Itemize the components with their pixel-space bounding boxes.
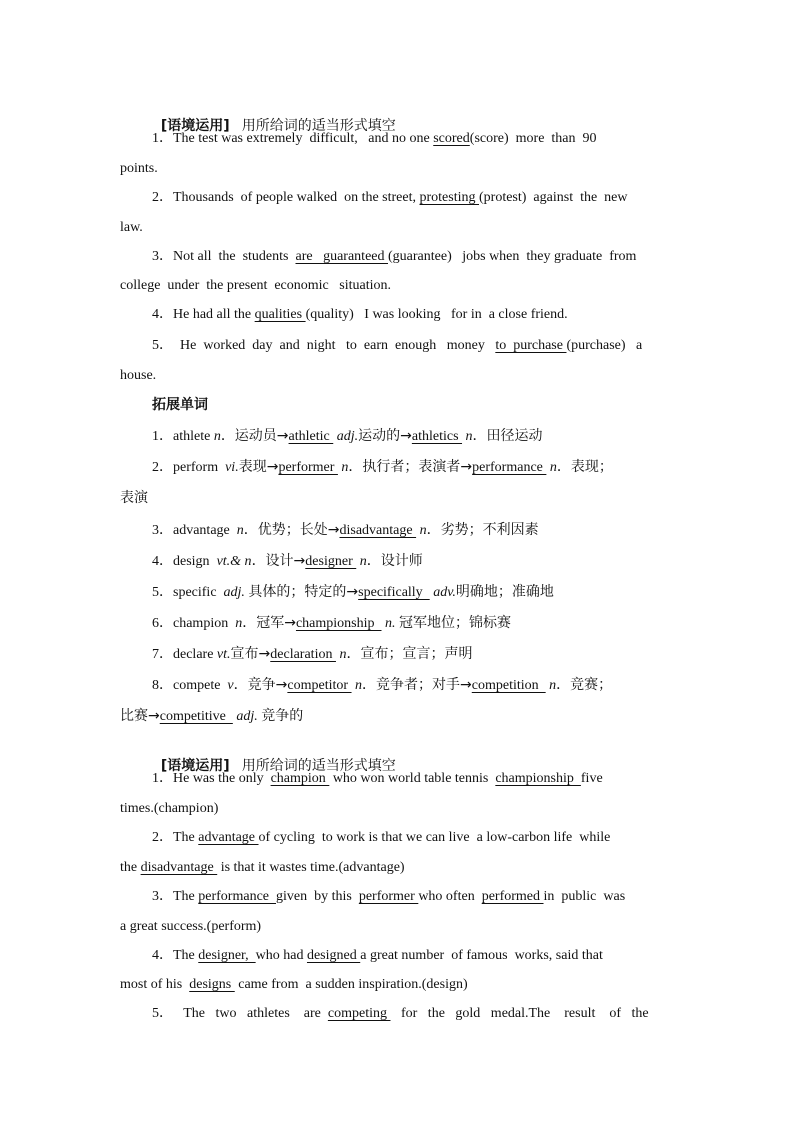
- text: (quality) I was looking for in a close friend.: [305, 307, 568, 322]
- answer-blank: performance: [198, 889, 276, 904]
- pos-tag: vi.: [225, 460, 239, 475]
- gloss: 运动的→: [358, 428, 412, 444]
- text: came from a sudden inspiration.(design): [234, 977, 468, 992]
- derived-word: specifically: [358, 585, 430, 600]
- gloss: 宣布→: [230, 646, 271, 662]
- exercise-b2-line: [152, 829, 610, 847]
- pos-tag: n: [339, 647, 347, 662]
- text: five: [580, 771, 603, 786]
- pos-tag: n.: [385, 616, 396, 631]
- answer-blank: performer: [358, 889, 419, 904]
- word-family-2: [152, 458, 613, 477]
- item-number: 6．: [152, 616, 173, 631]
- text: is that it wastes time.(advantage): [217, 860, 405, 875]
- item-number: 7．: [152, 647, 173, 662]
- base-word: champion: [173, 616, 229, 631]
- text: 3．Not all the students: [152, 249, 296, 264]
- gloss: ．设计→: [251, 553, 306, 569]
- exercise-2-cont: law.: [120, 220, 143, 235]
- pos-tag: n: [236, 523, 244, 538]
- answer-blank: qualities: [254, 307, 306, 322]
- text: a great number of famous works, said that: [360, 948, 603, 963]
- answer-blank: to purchase: [495, 338, 567, 353]
- answer-blank: competing: [327, 1006, 391, 1021]
- pos-tag: v: [227, 678, 234, 693]
- derived-word: performer: [278, 460, 338, 475]
- derived-word: designer: [305, 554, 357, 569]
- text: most of his: [120, 977, 190, 992]
- pos-tag: n: [213, 429, 221, 444]
- answer-blank: designs: [189, 977, 235, 992]
- exercise-b4-cont: [120, 976, 468, 994]
- pos-tag: adj.: [223, 585, 245, 600]
- gloss: ．表现；: [556, 459, 613, 475]
- gloss: 具体的；特定的→: [248, 584, 359, 600]
- answer-blank: championship: [495, 771, 581, 786]
- gloss: 比赛→: [120, 708, 160, 724]
- word-family-8-cont: [120, 707, 303, 726]
- pos-tag: n: [355, 678, 363, 693]
- text: the: [120, 860, 141, 875]
- text: 2．Thousands of people walked on the street,: [152, 190, 420, 205]
- answer-blank: scored: [433, 131, 470, 146]
- gloss: 竞争的: [261, 708, 304, 724]
- text: 2．The: [152, 830, 199, 845]
- text: (guarantee) jobs when they graduate from: [388, 249, 637, 264]
- gloss: 冠军地位；锦标赛: [399, 615, 511, 631]
- exercise-b1-line: [152, 770, 603, 788]
- gloss: ．劣势；不利因素: [426, 522, 539, 538]
- text: who had: [255, 948, 307, 963]
- exercise-3-cont: college under the present economic situation.: [120, 278, 391, 293]
- pos-tag: adv.: [433, 585, 456, 600]
- text: who won world table tennis: [329, 771, 496, 786]
- section-heading-word-expansion: 拓展单词: [152, 397, 208, 413]
- pos-tag: vt.& n: [216, 554, 252, 569]
- gloss: 表现→: [238, 459, 279, 475]
- word-family-8: [152, 676, 612, 695]
- item-number: 2．: [152, 460, 173, 475]
- base-word: athlete: [173, 429, 211, 444]
- item-number: 1．: [152, 429, 173, 444]
- text: 1．The test was extremely difficult, and no one: [152, 131, 434, 146]
- item-number: 8．: [152, 678, 173, 693]
- word-family-3: [152, 521, 539, 540]
- text: 4．He had all the: [152, 307, 255, 322]
- exercise-5-cont: house.: [120, 368, 157, 383]
- exercise-3-line: [152, 248, 636, 266]
- answer-blank: are guaranteed: [295, 249, 388, 264]
- derived-word: performance: [472, 460, 547, 475]
- gloss: ．竞争者；对手→: [362, 677, 472, 693]
- pos-tag: n: [549, 460, 557, 475]
- word-family-6: [152, 614, 511, 633]
- gloss: ．优势；长处→: [243, 522, 340, 538]
- pos-tag: n: [465, 429, 473, 444]
- item-number: 3．: [152, 523, 173, 538]
- derived-word: declaration: [270, 647, 336, 662]
- exercise-b3-line: [152, 888, 625, 906]
- derived-word: competition: [471, 678, 546, 693]
- exercise-b2-cont: [120, 859, 405, 877]
- text: 1．He was the only: [152, 771, 271, 786]
- base-word: declare: [173, 647, 214, 662]
- text: (protest) against the new: [479, 190, 628, 205]
- base-word: specific: [173, 585, 217, 600]
- derived-word: championship: [295, 616, 382, 631]
- gloss: ．运动员→: [220, 428, 289, 444]
- word-family-1: [152, 427, 543, 446]
- gloss: ．竞赛；: [556, 677, 613, 693]
- text: of cycling to work is that we can live a low-carbon life while: [258, 830, 611, 845]
- exercise-1-cont: points.: [120, 161, 158, 176]
- word-family-2-cont: 表演: [120, 490, 148, 506]
- answer-blank: protesting: [419, 190, 479, 205]
- pos-tag: n: [341, 460, 349, 475]
- text: 5． The two athletes are: [152, 1006, 328, 1021]
- text: (purchase) a: [566, 338, 643, 353]
- word-family-5: [152, 583, 554, 602]
- exercise-2-line: [152, 189, 628, 207]
- derived-word: disadvantage: [339, 523, 417, 538]
- base-word: design: [173, 554, 210, 569]
- heading-bracket: [语境运用]: [160, 758, 230, 774]
- answer-blank: performed: [481, 889, 544, 904]
- text: in public was: [543, 889, 626, 904]
- gloss: 明确地；准确地: [455, 584, 554, 600]
- text: 5． He worked day and night to earn enough money: [152, 338, 496, 353]
- text: 3．The: [152, 889, 199, 904]
- pos-tag: n: [419, 523, 427, 538]
- derived-word: athletic: [288, 429, 334, 444]
- gloss: ．宣布；宣言；声明: [346, 646, 473, 662]
- heading-bracket: [语境运用]: [160, 118, 230, 134]
- exercise-5-line: [152, 337, 642, 355]
- pos-tag: adj.: [236, 709, 258, 724]
- text: given by this: [276, 889, 359, 904]
- answer-blank: designer,: [198, 948, 256, 963]
- heading-instruction: 用所给词的适当形式填空: [241, 758, 396, 774]
- exercise-1-line: [152, 130, 597, 148]
- exercise-4-line: [152, 306, 568, 324]
- derived-word: competitive: [159, 709, 233, 724]
- answer-blank: designed: [306, 948, 361, 963]
- base-word: compete: [173, 678, 221, 693]
- heading-instruction: 用所给词的适当形式填空: [241, 118, 396, 134]
- pos-tag: adj.: [336, 429, 359, 444]
- text: who often: [418, 889, 482, 904]
- word-family-7: [152, 645, 472, 664]
- derived-word: competitor: [287, 678, 352, 693]
- word-family-4: [152, 552, 423, 571]
- gloss: ．竞争→: [233, 677, 288, 693]
- answer-blank: advantage: [198, 830, 259, 845]
- pos-tag: vt.: [216, 647, 231, 662]
- gloss: ．设计师: [366, 553, 423, 569]
- text: 4．The: [152, 948, 199, 963]
- base-word: perform: [173, 460, 219, 475]
- pos-tag: n: [549, 678, 557, 693]
- derived-word: athletics: [411, 429, 463, 444]
- text: (score) more than 90: [469, 131, 597, 146]
- text: for the gold medal.The result of the: [390, 1006, 649, 1021]
- exercise-b3-cont: a great success.(perform): [120, 919, 262, 934]
- answer-blank: disadvantage: [140, 860, 218, 875]
- gloss: ．执行者；表演者→: [348, 459, 473, 475]
- item-number: 4．: [152, 554, 173, 569]
- gloss: ．田径运动: [472, 428, 543, 444]
- gloss: ．冠军→: [242, 615, 296, 631]
- exercise-b1-cont: times.(champion): [120, 801, 219, 816]
- pos-tag: n: [235, 616, 243, 631]
- exercise-b5-line: [152, 1005, 649, 1023]
- exercise-b4-line: [152, 947, 603, 965]
- base-word: advantage: [173, 523, 230, 538]
- pos-tag: n: [359, 554, 367, 569]
- answer-blank: champion: [270, 771, 330, 786]
- item-number: 5．: [152, 585, 173, 600]
